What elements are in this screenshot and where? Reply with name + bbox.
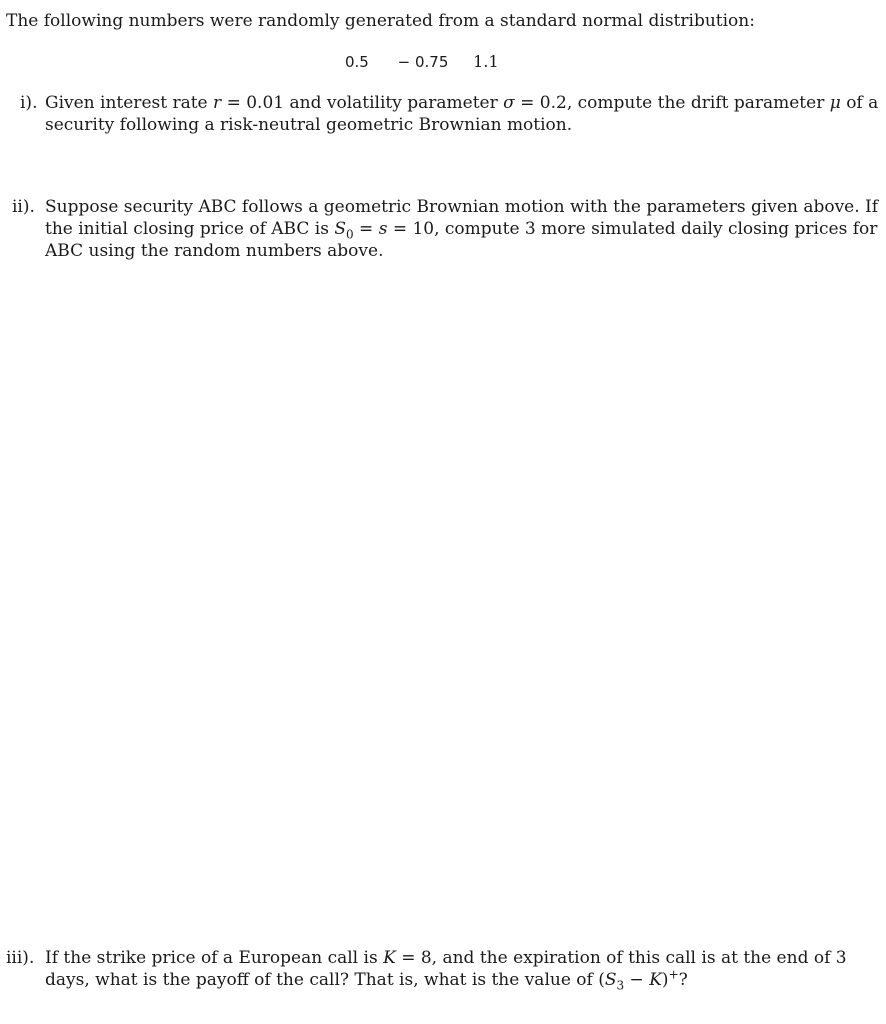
question-label: ii).	[12, 197, 35, 217]
question-text-line: the initial closing price of ABC is $S_0 = s = 10$, compute 3 more simulated daily closing prices for	[45, 219, 878, 242]
question-ii	[12, 196, 879, 266]
question-label: i).	[20, 93, 38, 113]
question-text-line: Given interest rate r = 0.01 and volatility parameter σ = 0.2, compute the drift parameter μ of a	[45, 93, 879, 113]
random-number: − 0.75	[397, 53, 449, 71]
question-text-line: If the strike price of a European call is K = 8, and the expiration of this call is at the end of 3	[45, 948, 847, 968]
question-text-line: ABC using the random numbers above.	[45, 241, 384, 261]
random-number: 0.5	[345, 53, 369, 71]
question-label: iii).	[6, 948, 35, 968]
intro-text: The following numbers were randomly generated from a standard normal distribution:	[6, 11, 755, 31]
question-text-line: Suppose security ABC follows a geometric Brownian motion with the parameters given above. If	[45, 197, 879, 217]
random-numbers	[345, 51, 499, 73]
random-number: 1.1	[473, 52, 499, 71]
question-iii	[6, 947, 847, 997]
question-text-line: days, what is the payoff of the call? That is, what is the value of $(S_3 - K)^+$?	[45, 967, 688, 993]
question-text-line: security following a risk-neutral geometric Brownian motion.	[45, 115, 573, 135]
question-i	[20, 92, 879, 142]
